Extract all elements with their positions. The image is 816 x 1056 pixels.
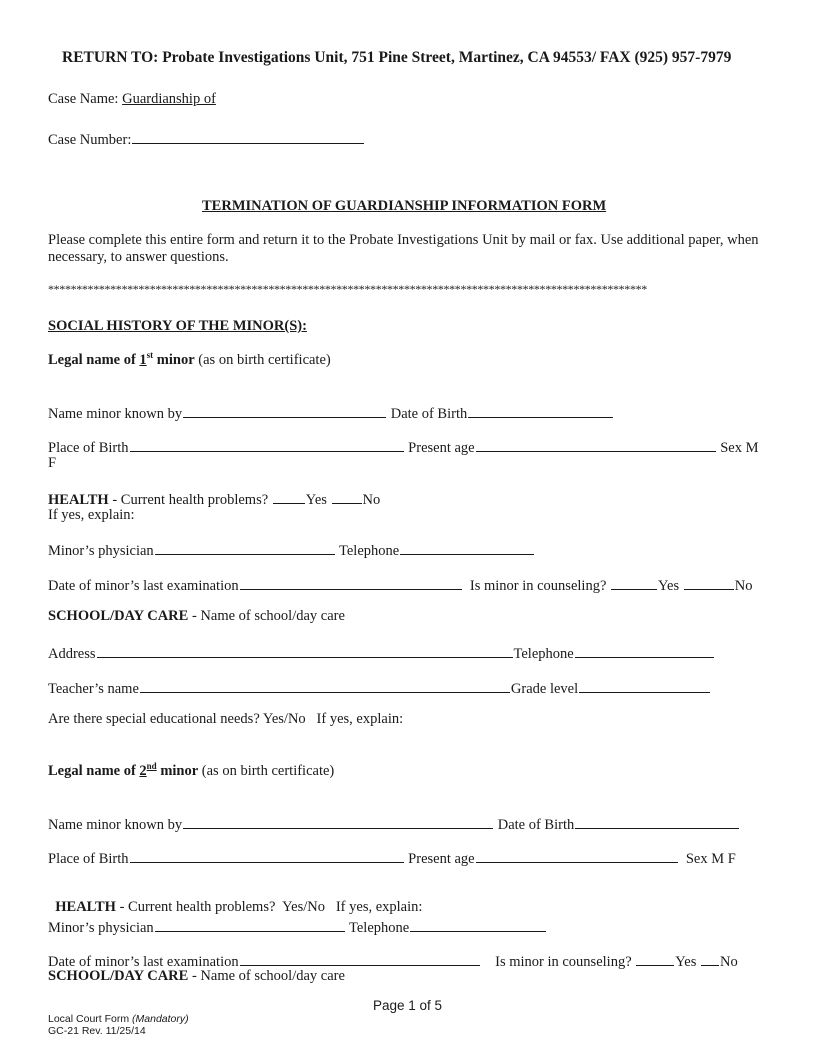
minor2-counseling-no-field[interactable] <box>701 951 719 966</box>
minor1-sex-option[interactable]: Sex M <box>720 440 759 456</box>
case-number-row <box>48 129 365 149</box>
minor2-school-heading: SCHOOL/DAY CARE - Name of school/day care <box>48 968 345 984</box>
minor2-physician-field[interactable] <box>155 917 345 932</box>
minor1-exam-row: Date of minor’s last examination Is minor in counseling? Yes No <box>48 575 752 595</box>
minor1-teacher-field[interactable] <box>140 678 510 693</box>
minor1-school-heading: SCHOOL/DAY CARE - Name of school/day care <box>48 608 345 624</box>
minor2-known-by-field[interactable] <box>183 814 493 829</box>
minor2-exam-row: Date of minor’s last examination Is minor in counseling? Yes No <box>48 951 738 971</box>
minor1-dob-field[interactable] <box>468 403 613 418</box>
form-type: Local Court Form (Mandatory) <box>48 1013 189 1025</box>
minor1-health-explain: If yes, explain: <box>48 507 135 523</box>
minor1-health-no-field[interactable] <box>332 489 362 504</box>
minor1-school-phone-field[interactable] <box>575 643 714 658</box>
minor2-sex-option[interactable]: Sex M F <box>685 851 736 867</box>
minor1-place-of-birth-field[interactable] <box>130 437 404 452</box>
form-id: GC-21 Rev. 11/25/14 <box>48 1025 146 1037</box>
minor1-known-by-field[interactable] <box>183 403 386 418</box>
minor1-health-yes-field[interactable] <box>273 489 305 504</box>
minor1-birth-row: Place of Birth Present age Sex M <box>48 437 759 457</box>
minor1-counseling-no-field[interactable] <box>684 575 734 590</box>
minor1-school-address-row: Address Telephone <box>48 643 715 663</box>
minor1-physician-field[interactable] <box>155 540 335 555</box>
minor2-physician-row: Minor’s physician Telephone <box>48 917 547 937</box>
minor2-place-of-birth-field[interactable] <box>130 848 404 863</box>
case-name-label: Case Name: <box>48 91 123 107</box>
separator-line: ********************************************************************************************************** <box>48 282 647 296</box>
minor2-dob-field[interactable] <box>575 814 739 829</box>
minor2-counseling-yes-field[interactable] <box>636 951 674 966</box>
minor1-sex-f[interactable]: F <box>48 455 57 471</box>
minor1-last-exam-field[interactable] <box>240 575 462 590</box>
minor1-special-needs: Are there special educational needs? Yes/No If yes, explain: <box>48 711 404 727</box>
page-number: Page 1 of 5 <box>373 998 443 1013</box>
minor1-age-field[interactable] <box>476 437 716 452</box>
minor1-school-address-field[interactable] <box>97 643 513 658</box>
minor2-legal-name-heading: Legal name of 2nd minor (as on birth certificate) <box>48 761 335 779</box>
minor1-known-by-row: Name minor known by Date of Birth <box>48 403 614 423</box>
minor2-physician-phone-field[interactable] <box>410 917 546 932</box>
minor2-health-row: HEALTH - Current health problems? Yes/No If yes, explain: <box>55 899 423 915</box>
case-number-field[interactable] <box>132 129 364 144</box>
case-name-value[interactable]: Guardianship of <box>122 91 216 107</box>
form-instructions: Please complete this entire form and return it to the Probate Investigations Unit by mail or fax. Use additional paper, when necessary, to answer questions. <box>48 232 759 265</box>
social-history-heading: SOCIAL HISTORY OF THE MINOR(S): <box>48 318 307 334</box>
minor1-health-row: HEALTH - Current health problems? Yes No <box>48 489 380 509</box>
minor1-physician-row: Minor’s physician Telephone <box>48 540 535 560</box>
minor1-physician-phone-field[interactable] <box>400 540 534 555</box>
minor1-grade-field[interactable] <box>579 678 710 693</box>
minor2-last-exam-field[interactable] <box>240 951 480 966</box>
minor2-age-field[interactable] <box>476 848 678 863</box>
minor2-birth-row: Place of Birth Present age Sex M F <box>48 848 736 868</box>
case-number-label: Case Number: <box>48 132 132 148</box>
minor2-known-by-row: Name minor known by Date of Birth <box>48 814 740 834</box>
minor1-legal-name-heading: Legal name of 1st minor (as on birth certificate) <box>48 350 331 368</box>
case-name-row <box>48 91 216 108</box>
minor1-counseling-yes-field[interactable] <box>611 575 657 590</box>
form-title: TERMINATION OF GUARDIANSHIP INFORMATION FORM <box>202 198 607 214</box>
return-to-address: RETURN TO: Probate Investigations Unit, 751 Pine Street, Martinez, CA 94553/ FAX (925) 957-7979 <box>62 49 732 66</box>
minor1-teacher-row: Teacher’s name Grade level <box>48 678 711 698</box>
